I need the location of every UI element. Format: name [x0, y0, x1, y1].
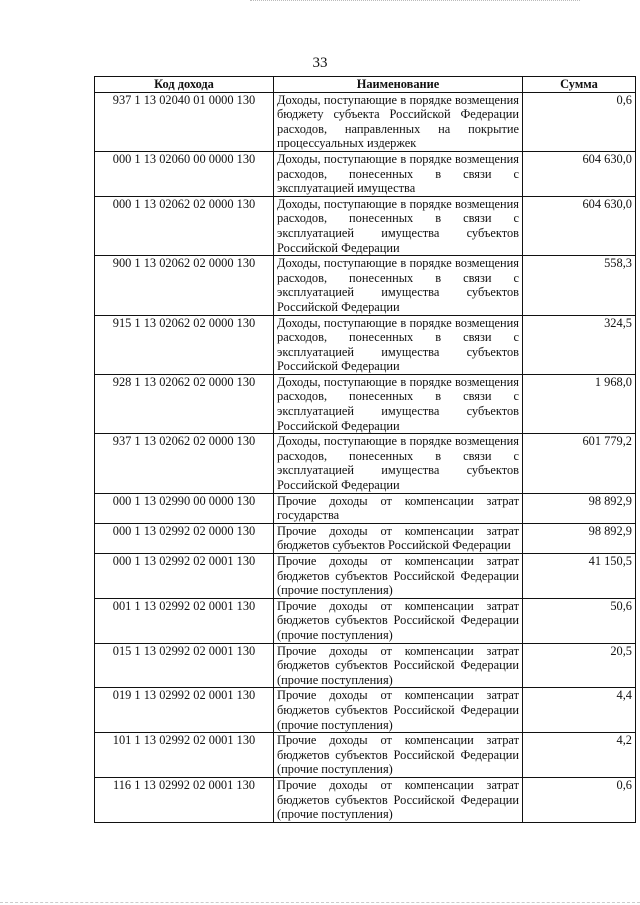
table-row	[95, 315, 636, 374]
header-code: Код дохода	[95, 77, 274, 93]
name-cell: Прочие доходы от компенсации затрат государства	[274, 493, 523, 523]
name-cell: Доходы, поступающие в порядке возмещения расходов, понесенных в связи с эксплуатацией имущества субъектов Российской Федерации	[274, 196, 523, 255]
sum-cell: 604 630,0	[523, 196, 636, 255]
name-cell: Прочие доходы от компенсации затрат бюджетов субъектов Российской Федерации (прочие поступления)	[274, 643, 523, 688]
code-cell: 116 1 13 02992 02 0001 130	[95, 777, 274, 822]
name-cell: Доходы, поступающие в порядке возмещения бюджету субъекта Российской Федерации расходов, направленных на покрытие процессуальных издержек	[274, 92, 523, 151]
name-cell: Прочие доходы от компенсации затрат бюджетов субъектов Российской Федерации (прочие поступления)	[274, 688, 523, 733]
name-cell: Прочие доходы от компенсации затрат бюджетов субъектов Российской Федерации (прочие поступления)	[274, 733, 523, 778]
table-row	[95, 92, 636, 151]
sum-cell: 41 150,5	[523, 554, 636, 599]
table-row	[95, 598, 636, 643]
code-cell: 900 1 13 02062 02 0000 130	[95, 256, 274, 315]
table-row	[95, 493, 636, 523]
code-cell: 101 1 13 02992 02 0001 130	[95, 733, 274, 778]
sum-cell: 98 892,9	[523, 493, 636, 523]
page-number: 33	[312, 55, 328, 71]
name-cell: Прочие доходы от компенсации затрат бюджетов субъектов Российской Федерации (прочие поступления)	[274, 598, 523, 643]
sum-cell: 604 630,0	[523, 151, 636, 196]
revenue-table	[94, 76, 636, 823]
code-cell: 000 1 13 02992 02 0001 130	[95, 554, 274, 599]
sum-cell: 601 779,2	[523, 434, 636, 493]
name-cell: Доходы, поступающие в порядке возмещения расходов, понесенных в связи с эксплуатацией имущества субъектов Российской Федерации	[274, 315, 523, 374]
name-cell: Прочие доходы от компенсации затрат бюджетов субъектов Российской Федерации	[274, 523, 523, 553]
code-cell: 937 1 13 02040 01 0000 130	[95, 92, 274, 151]
code-cell: 000 1 13 02992 02 0000 130	[95, 523, 274, 553]
table-row	[95, 643, 636, 688]
scan-top-edge	[250, 0, 580, 1]
name-cell: Доходы, поступающие в порядке возмещения расходов, понесенных в связи с эксплуатацией имущества субъектов Российской Федерации	[274, 434, 523, 493]
name-cell: Доходы, поступающие в порядке возмещения расходов, понесенных в связи с эксплуатацией имущества	[274, 151, 523, 196]
code-cell: 015 1 13 02992 02 0001 130	[95, 643, 274, 688]
table-row	[95, 688, 636, 733]
sum-cell: 0,6	[523, 777, 636, 822]
sum-cell: 50,6	[523, 598, 636, 643]
sum-cell: 4,4	[523, 688, 636, 733]
name-cell: Доходы, поступающие в порядке возмещения расходов, понесенных в связи с эксплуатацией имущества субъектов Российской Федерации	[274, 256, 523, 315]
table-row	[95, 196, 636, 255]
code-cell: 000 1 13 02060 00 0000 130	[95, 151, 274, 196]
code-cell: 019 1 13 02992 02 0001 130	[95, 688, 274, 733]
sum-cell: 0,6	[523, 92, 636, 151]
table-row	[95, 554, 636, 599]
sum-cell: 20,5	[523, 643, 636, 688]
table-row	[95, 434, 636, 493]
name-cell: Прочие доходы от компенсации затрат бюджетов субъектов Российской Федерации (прочие поступления)	[274, 554, 523, 599]
sum-cell: 324,5	[523, 315, 636, 374]
table-row	[95, 777, 636, 822]
table-row	[95, 523, 636, 553]
code-cell: 001 1 13 02992 02 0001 130	[95, 598, 274, 643]
scan-bottom-edge	[0, 902, 640, 903]
table-row	[95, 733, 636, 778]
sum-cell: 98 892,9	[523, 523, 636, 553]
code-cell: 928 1 13 02062 02 0000 130	[95, 374, 274, 433]
name-cell: Прочие доходы от компенсации затрат бюджетов субъектов Российской Федерации (прочие поступления)	[274, 777, 523, 822]
code-cell: 000 1 13 02062 02 0000 130	[95, 196, 274, 255]
table-row	[95, 374, 636, 433]
sum-cell: 558,3	[523, 256, 636, 315]
name-cell: Доходы, поступающие в порядке возмещения расходов, понесенных в связи с эксплуатацией имущества субъектов Российской Федерации	[274, 374, 523, 433]
sum-cell: 1 968,0	[523, 374, 636, 433]
table-row	[95, 256, 636, 315]
header-name: Наименование	[274, 77, 523, 93]
code-cell: 915 1 13 02062 02 0000 130	[95, 315, 274, 374]
code-cell: 937 1 13 02062 02 0000 130	[95, 434, 274, 493]
sum-cell: 4,2	[523, 733, 636, 778]
code-cell: 000 1 13 02990 00 0000 130	[95, 493, 274, 523]
table-row	[95, 151, 636, 196]
table-header-row	[95, 77, 636, 93]
header-sum: Сумма	[523, 77, 636, 93]
